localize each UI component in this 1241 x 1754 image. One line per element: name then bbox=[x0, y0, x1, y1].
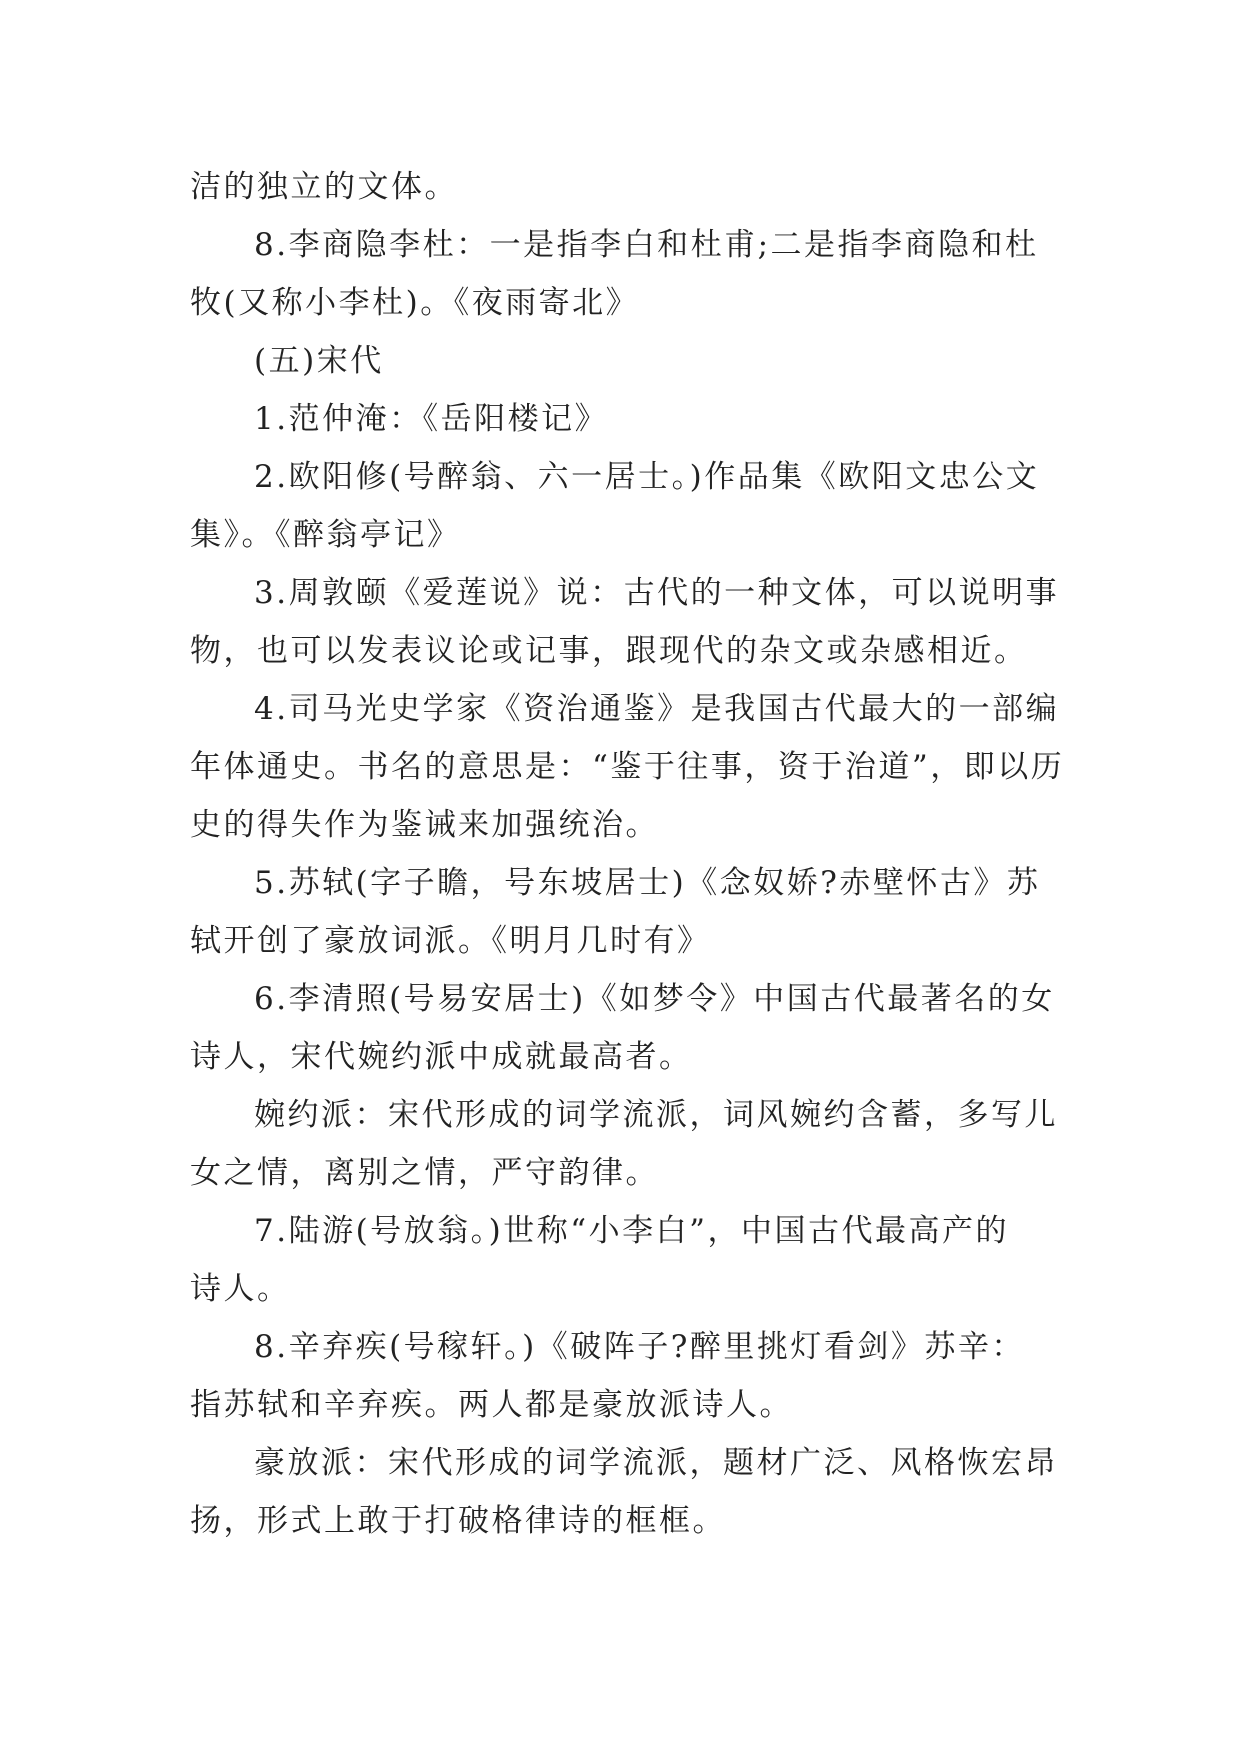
text-line: 2.欧阳修(号醉翁、六一居士。)作品集《欧阳文忠公文 bbox=[254, 459, 1040, 495]
text-line: 女之情，离别之情，严守韵律。 bbox=[190, 1155, 659, 1191]
document-body bbox=[190, 158, 1065, 1550]
text-line: 牧(又称小李杜)。《夜雨寄北》 bbox=[190, 285, 640, 321]
text-line: 物，也可以发表议论或记事，跟现代的杂文或杂感相近。 bbox=[190, 633, 1028, 669]
text-line: 5.苏轼(字子瞻，号东坡居士)《念奴娇?赤壁怀古》苏 bbox=[254, 865, 1041, 901]
text-line: 诗人，宋代婉约派中成就最高者。 bbox=[190, 1039, 693, 1075]
text-line: 扬，形式上敢于打破格律诗的框框。 bbox=[190, 1503, 726, 1539]
text-line: 集》。《醉翁亭记》 bbox=[190, 517, 461, 553]
text-line: 豪放派：宋代形成的词学流派，题材广泛、风格恢宏昂 bbox=[254, 1445, 1058, 1481]
text-line: 洁的独立的文体。 bbox=[190, 169, 458, 205]
text-line: 史的得失作为鉴诫来加强统治。 bbox=[190, 807, 659, 843]
text-line: 6.李清照(号易安居士)《如梦令》中国古代最著名的女 bbox=[254, 981, 1055, 1017]
text-line: 7.陆游(号放翁。)世称“小李白”，中国古代最高产的 bbox=[254, 1213, 1009, 1249]
text-line: 8.李商隐李杜：一是指李白和杜甫;二是指李商隐和杜 bbox=[254, 227, 1039, 263]
text-line: 年体通史。书名的意思是：“鉴于往事，资于治道”，即以历 bbox=[190, 749, 1065, 785]
text-line: 1.范仲淹：《岳阳楼记》 bbox=[254, 401, 609, 437]
text-line: 轼开创了豪放词派。《明月几时有》 bbox=[190, 923, 711, 959]
text-line: 4.司马光史学家《资治通鉴》是我国古代最大的一部编 bbox=[254, 691, 1060, 727]
text-line: 8.辛弃疾(号稼轩。)《破阵子?醉里挑灯看剑》苏辛： bbox=[254, 1329, 1025, 1365]
text-line: 诗人。 bbox=[190, 1271, 291, 1307]
text-line: 婉约派：宋代形成的词学流派，词风婉约含蓄，多写儿 bbox=[254, 1097, 1058, 1133]
text-line: 指苏轼和辛弃疾。两人都是豪放派诗人。 bbox=[190, 1387, 793, 1423]
section-heading: (五)宋代 bbox=[254, 343, 384, 379]
text-line: 3.周敦颐《爱莲说》说：古代的一种文体，可以说明事 bbox=[254, 575, 1060, 611]
